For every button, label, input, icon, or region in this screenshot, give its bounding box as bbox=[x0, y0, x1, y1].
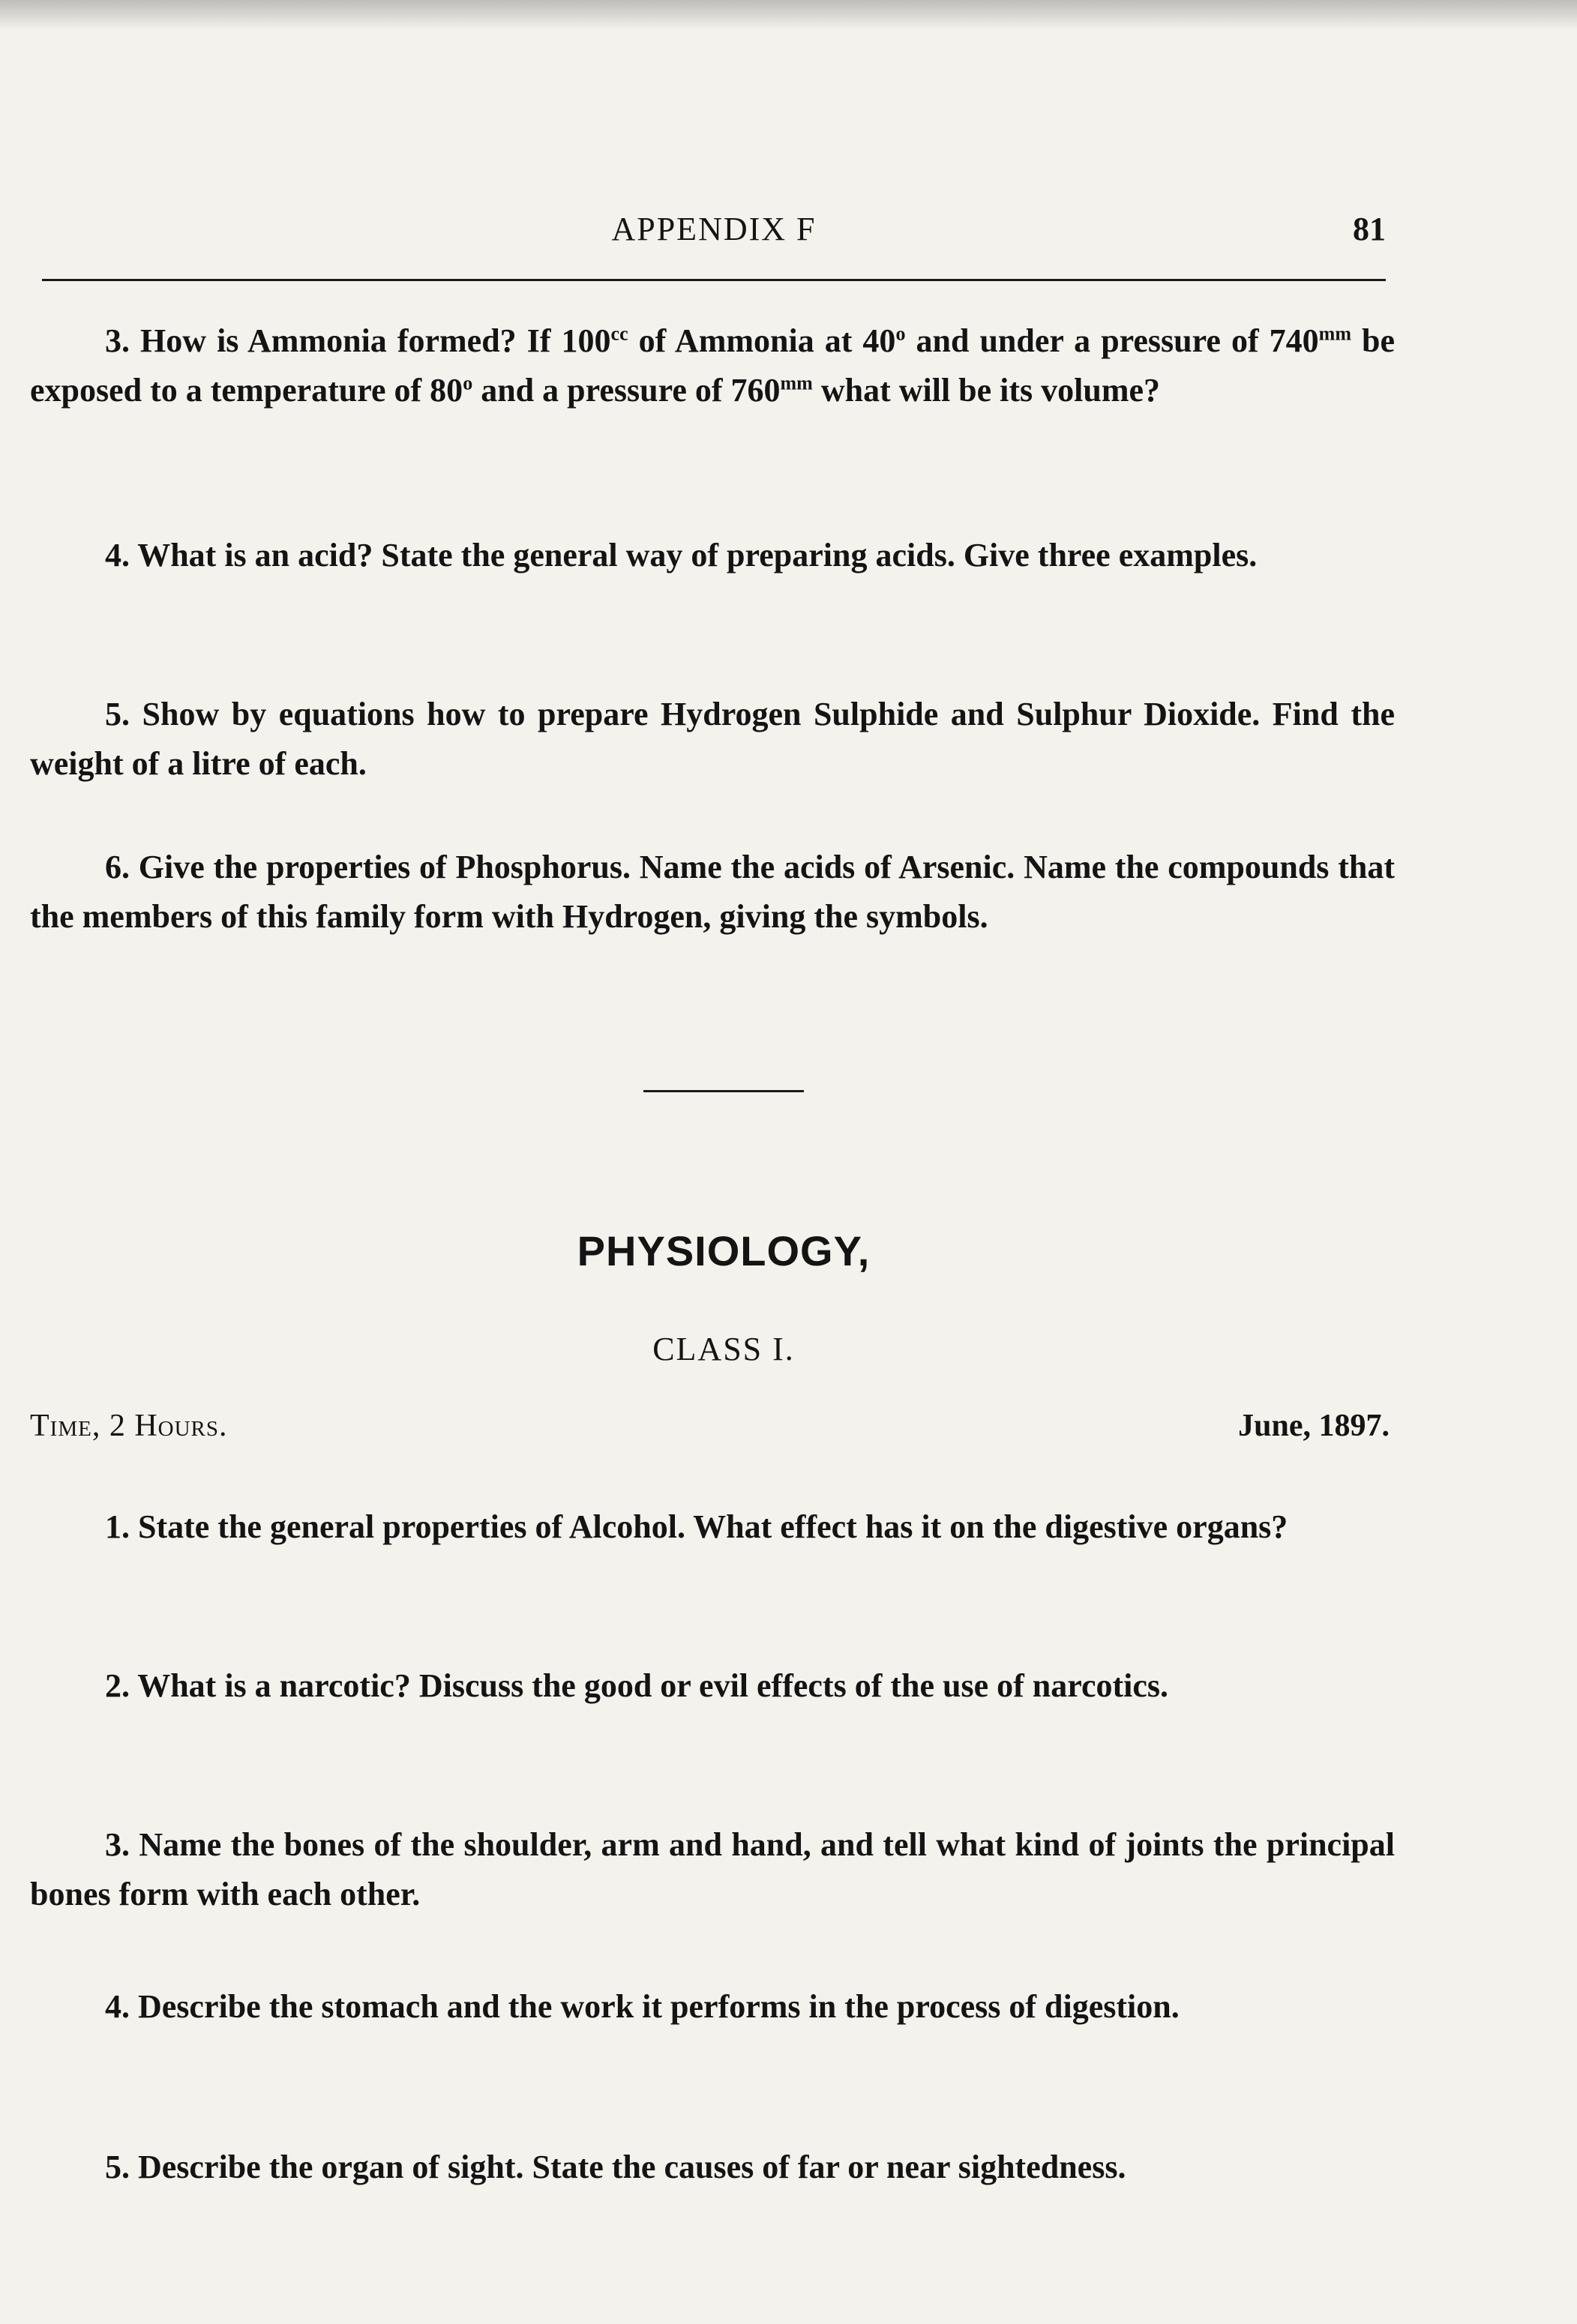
section-divider bbox=[643, 1090, 804, 1092]
q3-sup: mm bbox=[1318, 322, 1351, 345]
physiology-question-4: 4. Describe the stomach and the work it performs in the process of digestion. bbox=[105, 1988, 1180, 2025]
chemistry-question-3 bbox=[30, 316, 1395, 415]
page-number: 81 bbox=[1353, 211, 1386, 247]
q3-sup: mm bbox=[780, 372, 813, 394]
header-rule bbox=[42, 279, 1386, 281]
q3-text-part: be exposed to a temperature of 80 bbox=[30, 322, 1396, 409]
q3-sup: o bbox=[895, 322, 906, 345]
chemistry-question-4: 4. What is an acid? State the general way of preparing acids. Give three examples. bbox=[105, 537, 1258, 574]
chemistry-question-6: 6. Give the properties of Phosphorus. Name the acids of Arsenic. Name the compounds that the members of this family form with Hydrogen, giving the symbols. bbox=[30, 849, 1395, 935]
chemistry-question-5: 5. Show by equations how to prepare Hydrogen Sulphide and Sulphur Dioxide. Find the weight of a litre of each. bbox=[30, 696, 1395, 782]
page-header bbox=[42, 202, 1386, 255]
section-title: PHYSIOLOGY, bbox=[577, 1227, 871, 1274]
scan-edge bbox=[0, 0, 1577, 30]
physiology-question-2: 2. What is a narcotic? Discuss the good or evil effects of the use of narcotics. bbox=[105, 1667, 1169, 1704]
q3-text-part: of Ammonia at 40 bbox=[628, 322, 896, 359]
q3-sup: cc bbox=[610, 322, 628, 345]
q3-sup: o bbox=[463, 372, 473, 394]
q3-text-part: 3. How is Ammonia formed? If 100 bbox=[105, 322, 611, 359]
physiology-question-3: 3. Name the bones of the shoulder, arm and hand, and tell what kind of joints the principal bones form with each other. bbox=[30, 1826, 1395, 1912]
q3-text-part: and a pressure of 760 bbox=[472, 372, 781, 409]
class-title: CLASS I. bbox=[652, 1331, 795, 1367]
exam-date: June, 1897. bbox=[1238, 1409, 1390, 1443]
physiology-question-1: 1. State the general properties of Alcohol. What effect has it on the digestive organs? bbox=[105, 1508, 1288, 1545]
q3-text-part: and under a pressure of 740 bbox=[905, 322, 1319, 359]
header-title: APPENDIX F bbox=[611, 211, 817, 247]
q3-text-part: what will be its volume? bbox=[812, 372, 1161, 409]
exam-time: Time, 2 Hours. bbox=[30, 1409, 228, 1443]
physiology-question-5: 5. Describe the organ of sight. State the causes of far or near sightedness. bbox=[105, 2149, 1126, 2185]
